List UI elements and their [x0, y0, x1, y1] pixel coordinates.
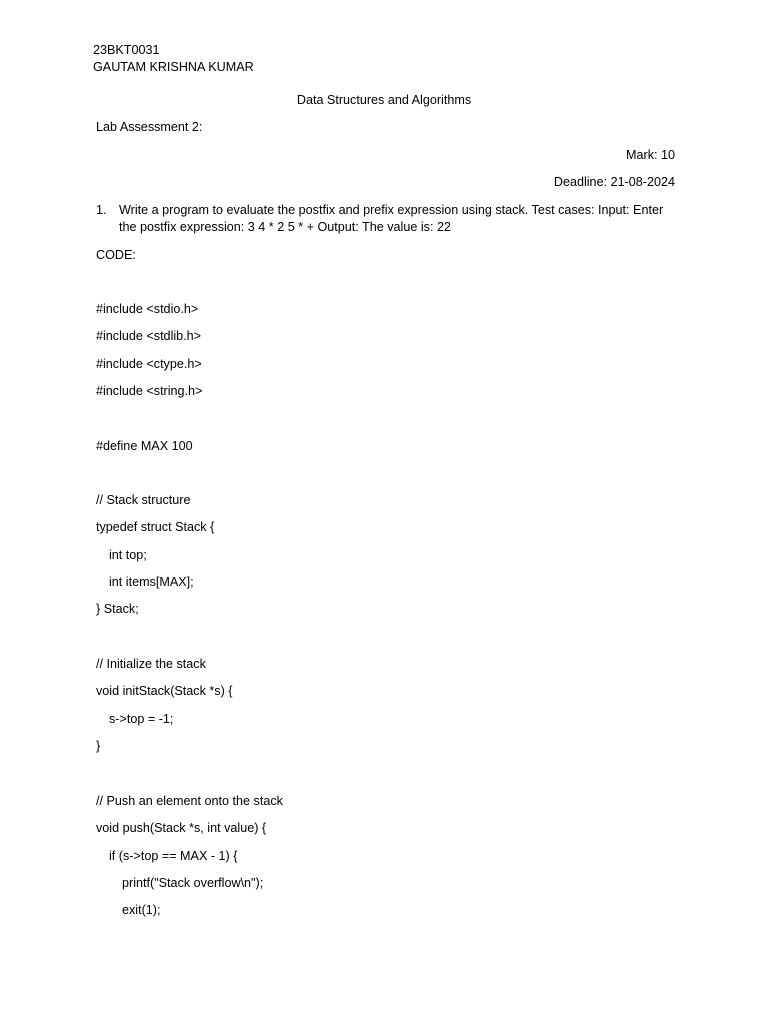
code-line: // Initialize the stack [96, 657, 206, 671]
course-title: Data Structures and Algorithms [296, 93, 472, 107]
code-line: void push(Stack *s, int value) { [96, 821, 267, 835]
code-line: #include <stdlib.h> [96, 329, 202, 343]
assessment-title: Lab Assessment 2: [96, 120, 203, 134]
code-line: typedef struct Stack { [96, 520, 215, 534]
code-line: #define MAX 100 [96, 439, 193, 453]
code-line: int items[MAX]; [109, 575, 194, 589]
code-line: s->top = -1; [109, 712, 174, 726]
student-name: GAUTAM KRISHNA KUMAR [93, 60, 254, 74]
deadline-label: Deadline: 21-08-2024 [553, 175, 675, 189]
code-line: printf("Stack overflow\n"); [122, 876, 264, 890]
code-line: exit(1); [122, 903, 161, 917]
code-line: // Push an element onto the stack [96, 794, 283, 808]
code-line: if (s->top == MAX - 1) { [109, 849, 238, 863]
code-line: #include <string.h> [96, 384, 203, 398]
code-line: int top; [109, 548, 147, 562]
student-id: 23BKT0031 [93, 43, 160, 57]
code-line: } Stack; [96, 602, 139, 616]
code-line: void initStack(Stack *s) { [96, 684, 233, 698]
code-line: // Stack structure [96, 493, 191, 507]
question-number: 1. [96, 203, 107, 217]
code-line: #include <ctype.h> [96, 357, 202, 371]
code-line: } [96, 739, 101, 753]
question-text: Write a program to evaluate the postfix and prefix expression using stack. Test cases: Input: Enter the postfix expression: 3 4 * 2 5 * + Output: The value is: 22 [119, 203, 664, 234]
code-line: #include <stdio.h> [96, 302, 199, 316]
code-label: CODE: [96, 248, 136, 262]
mark-label: Mark: 10 [626, 148, 675, 162]
